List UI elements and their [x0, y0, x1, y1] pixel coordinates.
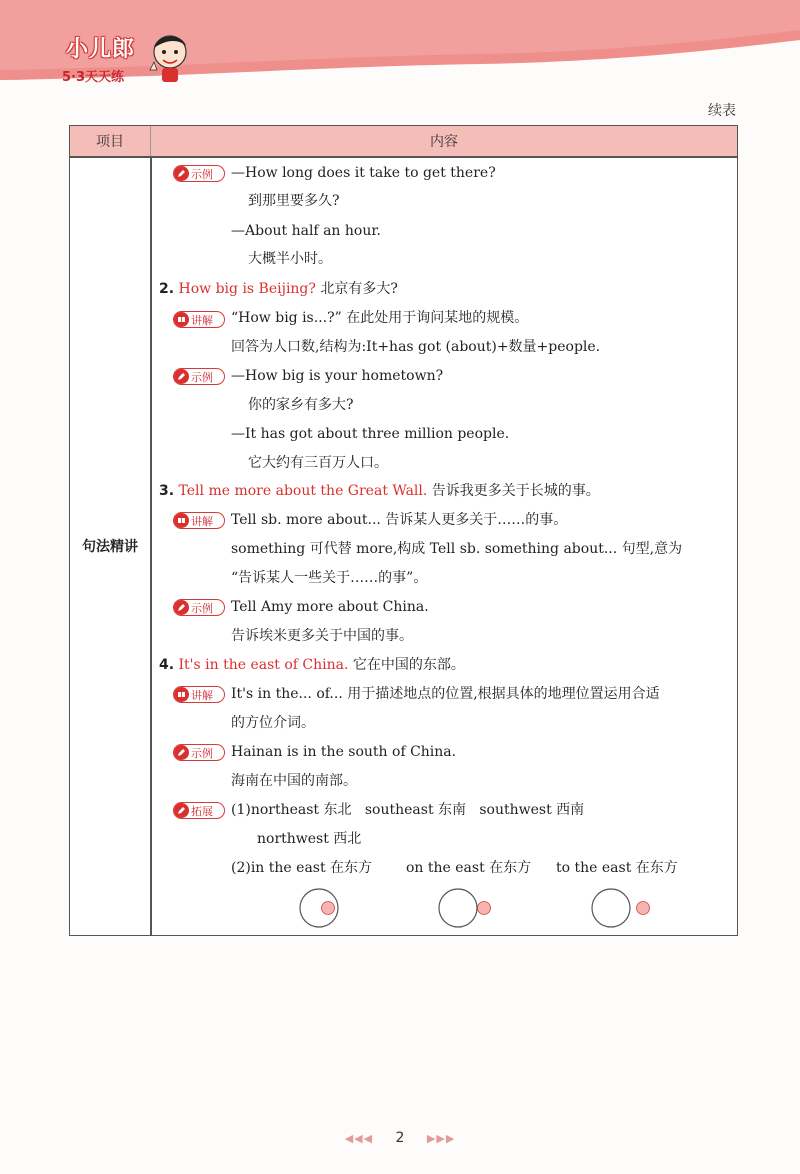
right-arrows-icon: ▶▶▶ — [426, 1132, 456, 1145]
text-line: (2)in the east 在东方 — [231, 860, 373, 876]
text-line: It's in the... of... 用于描述地点的位置,根据具体的地理位置运用合适 — [231, 686, 660, 702]
tag-label: 讲解 — [191, 313, 213, 327]
logo-title: 小儿郎 — [66, 37, 136, 62]
text-line: Hainan is in the south of China. — [231, 744, 457, 760]
text-line: —How big is your hometown? — [231, 368, 444, 384]
key-sentence-translation: 它在中国的东部。 — [352, 657, 465, 673]
row-label: 句法精讲 — [82, 539, 138, 555]
text-line: Tell Amy more about China. — [231, 599, 429, 615]
tag-label: 讲解 — [191, 688, 213, 702]
text-line: on the east 在东方 — [406, 860, 532, 876]
text-line: 告诉埃米更多关于中国的事。 — [231, 628, 413, 644]
tag-label: 示例 — [191, 167, 213, 181]
text-line: —It has got about three million people. — [231, 426, 510, 442]
logo-subtitle: 5·3天天练 — [62, 70, 125, 85]
column-header-item: 项目 — [70, 126, 151, 156]
text-line: 回答为人口数,结构为:It+has got (about)+数量+people. — [231, 339, 601, 355]
text-line: 大概半小时。 — [248, 251, 332, 267]
text-line: “How big is...?” 在此处用于询问某地的规模。 — [231, 310, 529, 326]
item-number: 3. — [159, 483, 175, 499]
text-line: something 可代替 more,构成 Tell sb. something about... 句型,意为 — [231, 541, 683, 557]
text-line: 到那里要多久? — [248, 193, 340, 209]
tag-label: 示例 — [191, 601, 213, 615]
column-divider — [150, 156, 152, 935]
key-sentence-translation: 北京有多大? — [320, 281, 398, 297]
page-number: 2 — [395, 1130, 405, 1146]
text-line: 海南在中国的南部。 — [231, 773, 357, 789]
continued-label: 续表 — [708, 103, 736, 119]
text-line: (1)northeast 东北 southeast 东南 southwest 西南 — [231, 802, 585, 818]
item-number: 4. — [159, 657, 175, 673]
text-line: —About half an hour. — [231, 223, 381, 239]
item-number: 2. — [159, 281, 175, 297]
text-line: 你的家乡有多大? — [248, 397, 354, 413]
tag-label: 拓展 — [191, 804, 213, 818]
key-sentence-translation: 告诉我更多关于长城的事。 — [431, 483, 600, 499]
header-divider — [70, 156, 737, 158]
key-sentence: Tell me more about the Great Wall. — [178, 483, 428, 499]
tag-label: 讲解 — [191, 514, 213, 528]
key-sentence: It's in the east of China. — [178, 657, 349, 673]
left-arrows-icon: ◀◀◀ — [344, 1132, 374, 1145]
text-line: Tell sb. more about... 告诉某人更多关于……的事。 — [231, 512, 568, 528]
text-line: to the east 在东方 — [556, 860, 678, 876]
page-footer — [0, 1130, 800, 1146]
text-line: 它大约有三百万人口。 — [248, 455, 388, 471]
text-line: —How long does it take to get there? — [231, 165, 496, 181]
content-table — [69, 125, 738, 936]
column-header-content: 内容 — [151, 126, 737, 156]
text-line: 的方位介词。 — [231, 715, 315, 731]
mascot-boy-icon — [146, 30, 194, 86]
text-line: “告诉某人一些关于……的事”。 — [231, 570, 428, 586]
tag-label: 示例 — [191, 746, 213, 760]
tag-label: 示例 — [191, 370, 213, 384]
text-line: northwest 西北 — [257, 831, 362, 847]
key-sentence: How big is Beijing? — [178, 281, 316, 297]
